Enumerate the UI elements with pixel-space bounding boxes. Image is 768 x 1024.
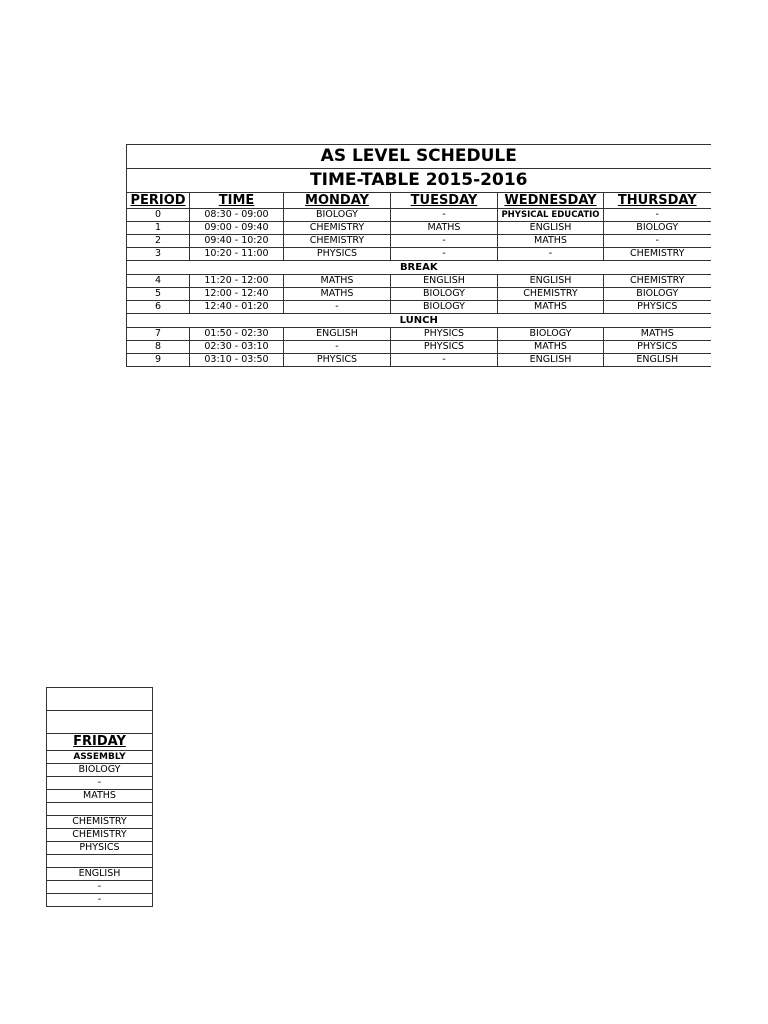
table-cell-time: 08:30 - 09:00 <box>190 209 284 222</box>
table-cell-mon: PHYSICS <box>284 354 391 367</box>
friday-row <box>47 751 153 764</box>
table-cell-thu: ENGLISH <box>604 354 711 367</box>
table-cell-period: 1 <box>127 222 190 235</box>
table-cell-thu: - <box>604 235 711 248</box>
friday-cell: - <box>47 894 153 907</box>
lunch-label: LUNCH <box>127 314 711 328</box>
table-cell-mon: PHYSICS <box>284 248 391 261</box>
table-cell-mon: - <box>284 301 391 314</box>
table-cell-period: 7 <box>127 328 190 341</box>
table-cell-thu: - <box>604 209 711 222</box>
table-row <box>127 301 711 314</box>
table-row <box>127 354 711 367</box>
column-header: MONDAY <box>284 193 391 209</box>
table-cell-thu: CHEMISTRY <box>604 275 711 288</box>
table-cell-period: 6 <box>127 301 190 314</box>
table-cell-wed: BIOLOGY <box>498 328 604 341</box>
table-cell-mon: BIOLOGY <box>284 209 391 222</box>
table-cell-time: 09:40 - 10:20 <box>190 235 284 248</box>
friday-header: FRIDAY <box>47 734 153 751</box>
table-cell-mon: - <box>284 341 391 354</box>
column-header-row <box>127 193 711 209</box>
table-cell-tue: PHYSICS <box>391 328 498 341</box>
table-cell-mon: ENGLISH <box>284 328 391 341</box>
friday-cell: MATHS <box>47 790 153 803</box>
table-cell-wed: CHEMISTRY <box>498 288 604 301</box>
table-cell-time: 11:20 - 12:00 <box>190 275 284 288</box>
table-cell-mon: CHEMISTRY <box>284 235 391 248</box>
break-row <box>127 261 711 275</box>
table-cell-period: 0 <box>127 209 190 222</box>
table-row <box>127 222 711 235</box>
table-row <box>127 328 711 341</box>
friday-row <box>47 894 153 907</box>
table-cell-thu: PHYSICS <box>604 341 711 354</box>
gap-cell <box>47 803 153 816</box>
friday-cell: - <box>47 777 153 790</box>
table-row <box>127 235 711 248</box>
table-cell-wed: MATHS <box>498 301 604 314</box>
friday-row <box>47 881 153 894</box>
schedule-title: AS LEVEL SCHEDULE <box>127 145 711 169</box>
blank-cell <box>47 688 153 711</box>
table-row <box>127 275 711 288</box>
table-cell-period: 8 <box>127 341 190 354</box>
schedule-table <box>126 144 711 367</box>
blank-cell <box>47 711 153 734</box>
table-cell-tue: - <box>391 235 498 248</box>
table-cell-time: 03:10 - 03:50 <box>190 354 284 367</box>
table-cell-time: 01:50 - 02:30 <box>190 328 284 341</box>
table-row <box>127 248 711 261</box>
table-cell-wed: MATHS <box>498 235 604 248</box>
table-cell-mon: MATHS <box>284 275 391 288</box>
table-cell-time: 12:00 - 12:40 <box>190 288 284 301</box>
table-cell-time: 02:30 - 03:10 <box>190 341 284 354</box>
table-cell-wed: ENGLISH <box>498 275 604 288</box>
column-header: TUESDAY <box>391 193 498 209</box>
column-header: TIME <box>190 193 284 209</box>
friday-row <box>47 790 153 803</box>
table-cell-tue: - <box>391 209 498 222</box>
timetable-monday-thursday <box>126 144 710 367</box>
table-cell-tue: MATHS <box>391 222 498 235</box>
friday-cell: - <box>47 881 153 894</box>
table-cell-time: 12:40 - 01:20 <box>190 301 284 314</box>
friday-row <box>47 764 153 777</box>
friday-row <box>47 777 153 790</box>
table-row <box>127 288 711 301</box>
table-cell-tue: BIOLOGY <box>391 288 498 301</box>
friday-cell: PHYSICS <box>47 842 153 855</box>
schedule-subtitle: TIME-TABLE 2015-2016 <box>127 169 711 193</box>
friday-cell: ENGLISH <box>47 868 153 881</box>
table-cell-thu: CHEMISTRY <box>604 248 711 261</box>
break-label: BREAK <box>127 261 711 275</box>
table-cell-period: 3 <box>127 248 190 261</box>
table-cell-period: 9 <box>127 354 190 367</box>
table-cell-tue: PHYSICS <box>391 341 498 354</box>
friday-cell: BIOLOGY <box>47 764 153 777</box>
friday-row <box>47 868 153 881</box>
table-cell-time: 10:20 - 11:00 <box>190 248 284 261</box>
table-row <box>127 341 711 354</box>
table-cell-period: 2 <box>127 235 190 248</box>
table-cell-wed: PHYSICAL EDUCATIO <box>498 209 604 222</box>
friday-cell: ASSEMBLY <box>47 751 153 764</box>
table-cell-thu: BIOLOGY <box>604 288 711 301</box>
table-cell-wed: ENGLISH <box>498 354 604 367</box>
column-header: WEDNESDAY <box>498 193 604 209</box>
table-cell-mon: CHEMISTRY <box>284 222 391 235</box>
table-cell-thu: MATHS <box>604 328 711 341</box>
table-cell-mon: MATHS <box>284 288 391 301</box>
table-cell-thu: BIOLOGY <box>604 222 711 235</box>
table-cell-tue: BIOLOGY <box>391 301 498 314</box>
table-row <box>127 209 711 222</box>
column-header: THURSDAY <box>604 193 711 209</box>
table-cell-time: 09:00 - 09:40 <box>190 222 284 235</box>
table-cell-wed: - <box>498 248 604 261</box>
friday-row <box>47 829 153 842</box>
friday-cell: CHEMISTRY <box>47 829 153 842</box>
table-cell-tue: ENGLISH <box>391 275 498 288</box>
lunch-row <box>127 314 711 328</box>
friday-row <box>47 816 153 829</box>
friday-table <box>46 687 153 907</box>
table-cell-wed: ENGLISH <box>498 222 604 235</box>
table-cell-thu: PHYSICS <box>604 301 711 314</box>
column-header: PERIOD <box>127 193 190 209</box>
table-cell-tue: - <box>391 354 498 367</box>
timetable-friday <box>46 687 153 907</box>
friday-row <box>47 842 153 855</box>
table-cell-wed: MATHS <box>498 341 604 354</box>
table-cell-period: 4 <box>127 275 190 288</box>
table-cell-tue: - <box>391 248 498 261</box>
friday-cell: CHEMISTRY <box>47 816 153 829</box>
gap-cell <box>47 855 153 868</box>
table-cell-period: 5 <box>127 288 190 301</box>
